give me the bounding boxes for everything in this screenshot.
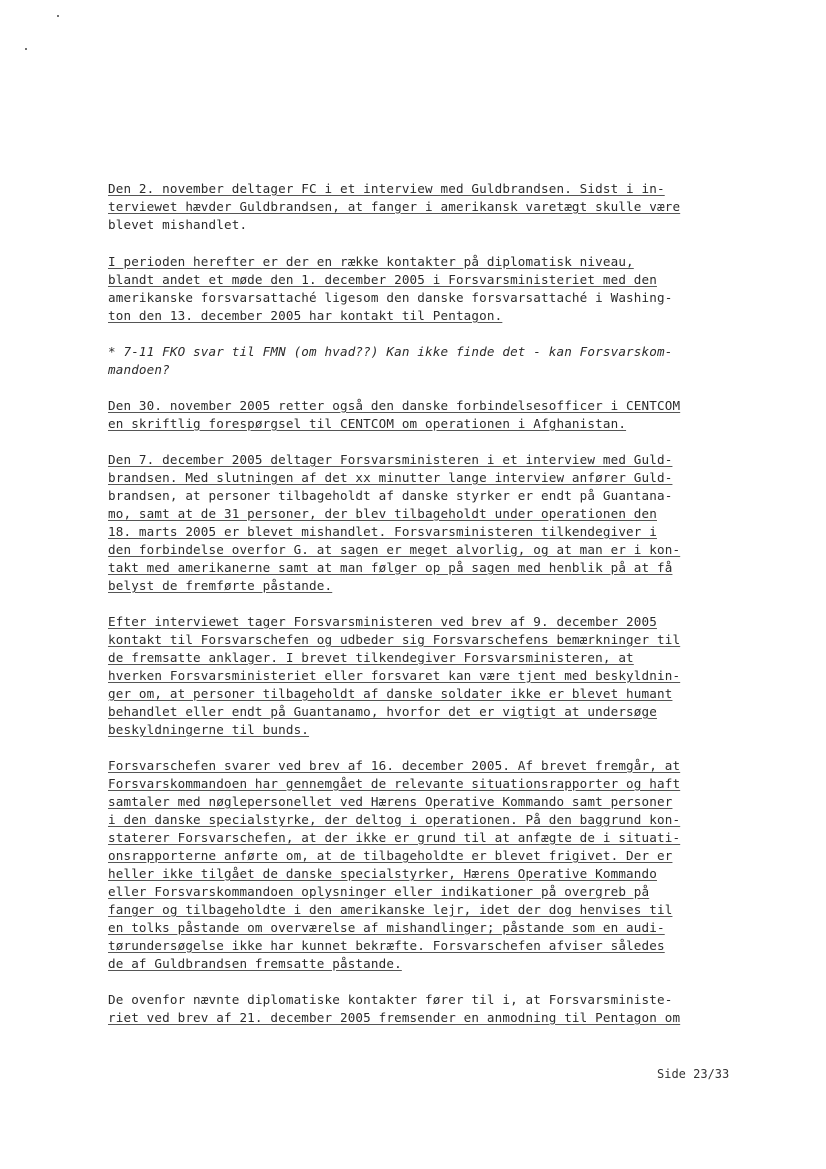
text-line: Efter interviewet tager Forsvarsministeren ved brev af 9. december 2005 (108, 614, 657, 629)
text-line: brandsen. Med slutningen af det xx minutter lange interview anfører Guld- (108, 470, 673, 485)
text-line: belyst de fremførte påstande. (108, 578, 333, 593)
text-line: I perioden herefter er der en række kontakter på diplomatisk niveau, (108, 254, 634, 269)
text-line: De ovenfor nævnte diplomatiske kontakter fører til i, at Forsvarsministe- (108, 992, 673, 1007)
paragraph-chief-reply (108, 757, 748, 973)
text-line: samtaler med nøglepersonellet ved Hærens Operative Kommando samt personer (108, 794, 673, 809)
paragraph-minister-interview (108, 451, 748, 595)
paragraph-pentagon-request (108, 991, 748, 1027)
text-line: blevet mishandlet. (108, 217, 248, 232)
text-line: amerikanske forsvarsattaché ligesom den danske forsvarsattaché i Washing- (108, 290, 673, 305)
text-line: ger om, at personer tilbageholdt af danske soldater ikke er blevet humant (108, 686, 673, 701)
scan-speck (57, 15, 59, 17)
text-line: fanger og tilbageholdte i den amerikanske lejr, idet der dog henvises til (108, 902, 673, 917)
text-line: Forsvarskommandoen har gennemgået de relevante situationsrapporter og haft (108, 776, 681, 791)
text-line: i den danske specialstyrke, der deltog i operationen. På den baggrund kon- (108, 812, 681, 827)
page-number: Side 23/33 (657, 1067, 730, 1081)
text-line: 18. marts 2005 er blevet mishandlet. Forsvarsministeren tilkendegiver i (108, 524, 657, 539)
text-line: eller Forsvarskommandoen oplysninger eller indikationer på overgreb på (108, 884, 650, 899)
paragraph-margin-note (108, 343, 748, 379)
text-line: brandsen, at personer tilbageholdt af danske styrker er endt på Guantana- (108, 488, 673, 503)
text-line: de fremsatte anklager. I brevet tilkendegiver Forsvarsministeren, at (108, 650, 634, 665)
text-line: Den 30. november 2005 retter også den danske forbindelsesofficer i CENTCOM (108, 398, 681, 413)
text-line: kontakt til Forsvarschefen og udbeder sig Forsvarschefens bemærkninger til (108, 632, 681, 647)
text-line: mandoen? (108, 362, 170, 377)
text-line: ton den 13. december 2005 har kontakt til Pentagon. (108, 308, 503, 323)
text-line: hverken Forsvarsministeriet eller forsvaret kan være tjent med beskyldnin- (108, 668, 681, 683)
text-line: beskyldningerne til bunds. (108, 722, 310, 737)
paragraph-centcom-inquiry (108, 397, 748, 433)
text-line: en skriftlig forespørgsel til CENTCOM om operationen i Afghanistan. (108, 416, 627, 431)
text-line: blandt andet et møde den 1. december 2005 i Forsvarsministeriet med den (108, 272, 657, 287)
text-line: behandlet eller endt på Guantanamo, hvorfor det er vigtigt at undersøge (108, 704, 657, 719)
text-line: * 7-11 FKO svar til FMN (om hvad??) Kan ikke finde det - kan Forsvarskom- (108, 344, 673, 359)
text-line: terviewet hævder Guldbrandsen, at fanger i amerikansk varetægt skulle være (108, 199, 681, 214)
text-line: Den 2. november deltager FC i et interview med Guldbrandsen. Sidst i in- (108, 181, 665, 196)
scan-speck (25, 48, 27, 50)
text-line: staterer Forsvarschefen, at der ikke er grund til at anfægte de i situati- (108, 830, 681, 845)
paragraph-interview-fc (108, 180, 748, 234)
text-line: takt med amerikanerne samt at man følger op på sagen med henblik på at få (108, 560, 673, 575)
paragraph-letter-to-chief (108, 613, 748, 739)
text-line: en tolks påstande om overværelse af mishandlinger; påstande som en audi- (108, 920, 665, 935)
text-line: riet ved brev af 21. december 2005 fremsender en anmodning til Pentagon om (108, 1010, 681, 1025)
text-line: onsrapporterne anførte om, at de tilbageholdte er blevet frigivet. Der er (108, 848, 673, 863)
text-line: Den 7. december 2005 deltager Forsvarsministeren i et interview med Guld- (108, 452, 673, 467)
text-line: de af Guldbrandsen fremsatte påstande. (108, 956, 402, 971)
text-line: den forbindelse overfor G. at sagen er meget alvorlig, og at man er i kon- (108, 542, 681, 557)
document-body (108, 180, 748, 1027)
text-line: heller ikke tilgået de danske specialstyrker, Hærens Operative Kommando (108, 866, 657, 881)
text-line: tørundersøgelse ikke har kunnet bekræfte. Forsvarschefen afviser således (108, 938, 665, 953)
paragraph-diplomatic-contacts (108, 253, 748, 325)
text-line: Forsvarschefen svarer ved brev af 16. december 2005. Af brevet fremgår, at (108, 758, 681, 773)
text-line: mo, samt at de 31 personer, der blev tilbageholdt under operationen den (108, 506, 657, 521)
